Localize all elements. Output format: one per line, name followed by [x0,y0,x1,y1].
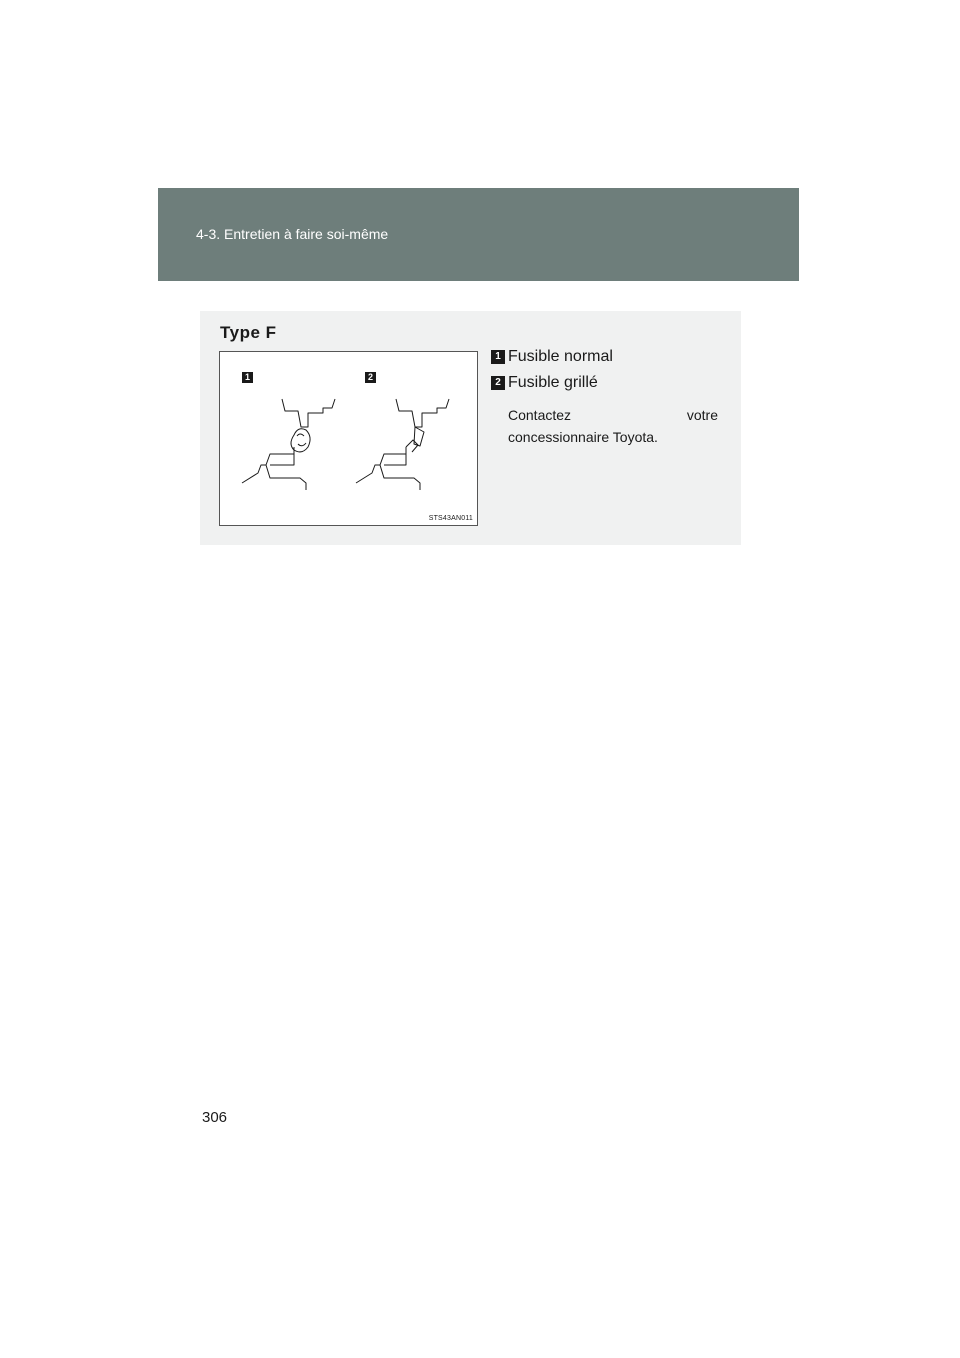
panel-title: Type F [220,323,277,342]
figure-label-2: 2 [365,372,376,383]
figure-code: STS43AN011 [428,515,473,522]
fuse-blown-top-terminal [396,399,449,427]
fuse-blown-bottom-terminal [356,440,420,490]
legend-label: Fusible normal [508,348,613,365]
note-line-2: concessionnaire Toyota. [508,429,658,445]
legend-label: Fusible grillé [508,374,598,391]
fuse-illustration [219,351,478,526]
page-number: 306 [202,1109,228,1126]
note-word-contactez: Contactez [508,407,572,423]
dealer-note [508,404,718,448]
note-word-votre: votre [686,407,718,423]
figure-label-1: 1 [242,372,253,383]
fuse-drawing [220,352,477,525]
legend-item-blown [491,374,598,392]
legend-number-badge: 2 [491,376,505,390]
legend-item-normal [491,348,613,366]
fuse-normal-top-terminal [282,399,335,427]
fuse-type-panel [200,311,741,545]
fuse-normal-bottom-terminal [242,447,306,490]
legend-number-badge: 1 [491,350,505,364]
section-header [158,188,799,281]
section-title: 4-3. Entretien à faire soi-même [196,226,389,242]
